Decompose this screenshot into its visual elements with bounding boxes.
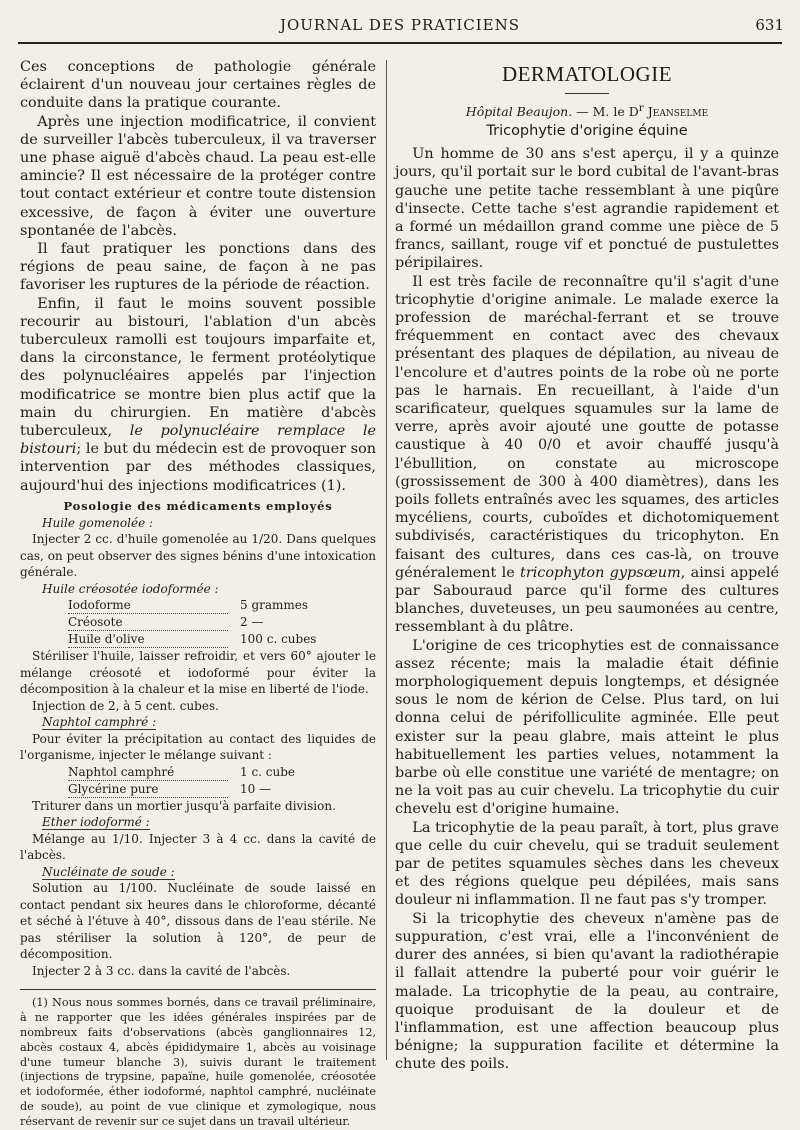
footnote-rule — [20, 989, 376, 990]
med-ether-name-text: Ether iodoformé : — [42, 815, 150, 830]
byline-sup: r — [638, 102, 644, 114]
med-nucleinate-text-1: Solution au 1/100. Nucléinate de soude laissé en contact pendant six heures dans le chloroforme, décanté et séché à l'étuve à 40°, dissous dans de l'eau stérile. Ne pas stériliser la solution à 120°, de peur de décomposition. — [20, 881, 376, 962]
left-column — [20, 58, 376, 1130]
left-paragraph-4 — [20, 295, 376, 495]
med-huile-creosotee-name: Huile créosotée iodoformée : — [42, 581, 219, 596]
right-paragraph-1: Un homme de 30 ans s'est aperçu, il y a quinze jours, qu'il portait sur le bord cubital de l'avant-bras gauche une petite tache ressemblant à une piqûre d'insecte. Cette tache s'est agrandie rapidement et a formé un médaillon grand comme une pièce de 5 francs, saillant, rouge vif et ponctué de pustulettes péripilaires. — [395, 146, 779, 272]
med-ether-text: Mélange au 1/10. Injecter 3 à 4 cc. dans la cavité de l'abcès. — [20, 831, 376, 863]
med-huile-creosotee-text-2: Injection de 2, à 5 cent. cubes. — [32, 698, 219, 713]
left-paragraph-1: Ces conceptions de pathologie générale éclairent d'un nouveau jour certaines règles de conduite dans la pratique courante. — [20, 59, 376, 112]
med-huile-creosotee-text-1: Stériliser l'huile, laisser refroidir, et vers 60° ajouter le mélange créosoté et iodoformé pour éviter la décomposition à la chaleur et la mise en liberté de l'iode. — [20, 649, 376, 697]
left-paragraph-4-italic: le polynucléaire remplace le bistouri — [20, 423, 377, 458]
section-rule — [565, 93, 609, 94]
right-column — [395, 58, 779, 1074]
column-divider — [386, 60, 387, 1060]
section-title: DERMATOLOGIE — [501, 62, 673, 86]
recipe-quantity: 5 grammes — [240, 598, 309, 613]
right-paragraph-2-b: , ainsi appelé par Sabouraud parce qu'il forme des cultures blanches, duveteuses, un peu saumonées au centre, ressemblant à du plâtre. — [395, 564, 779, 636]
right-paragraph-2-italic: tricophyton gypsœum — [520, 564, 681, 581]
recipe-row — [68, 631, 376, 648]
med-huile-gomenolee-name: Huile gomenolée : — [42, 515, 154, 530]
med-nucleinate-text-2: Injecter 2 à 3 cc. dans la cavité de l'abcès. — [32, 963, 291, 978]
recipe-ingredient: Naphtol camphré — [68, 764, 228, 781]
left-paragraph-2: Après une injection modificatrice, il convient de surveiller l'abcès tuberculeux, il va traverser une phase aiguë d'abcès chaud. La peau est-elle amincie? Il est nécessaire de la protéger contre tout contact extérieur et contre toute distension excessive, de façon à éviter une ouverture spontanée de l'abcès. — [20, 113, 376, 239]
right-paragraph-4: La tricophytie de la peau paraît, à tort, plus grave que celle du cuir chevelu, qui se traduit seulement par de petites squamules sèches dans les cheveux et des régions quelque peu dépilées, mais sans douleur ni inflammation. Il ne faut pas s'y tromper. — [395, 819, 779, 909]
med-nucleinate-name-text: Nucléinate de soude : — [42, 864, 175, 879]
med-ether-name — [42, 814, 376, 831]
recipe-row — [68, 597, 376, 614]
left-paragraph-4-b: ; le but du médecin est de provoquer son intervention par des méthodes classiques, aujourd'hui des injections modificatrices (1). — [20, 441, 376, 494]
byline-place: Hôpital Beaujon. — [465, 104, 573, 120]
right-paragraph-2 — [395, 273, 779, 637]
med-naphtol-text-2: Triturer dans un mortier jusqu'à parfaite division. — [32, 798, 336, 813]
left-paragraph-3: Il faut pratiquer les ponctions dans des régions de peau saine, de façon à ne pas favoriser les ruptures de la période de réaction. — [20, 241, 376, 294]
recipe-ingredient: Huile d'olive — [68, 631, 228, 648]
recipe-quantity: 100 c. cubes — [240, 632, 317, 647]
recipe-ingredient: Glycérine pure — [68, 781, 228, 798]
right-paragraph-5: Si la tricophytie des cheveux n'amène pas de suppuration, c'est vrai, elle a l'inconvénient de durer des années, si bien qu'avant la radiothérapie il fallait attendre la puberté pour voir guérir le malade. La tricophytie de la peau, au contraire, quoique produisant de la douleur et de l'inflammation, est une affection beaucoup plus bénigne; la suppuration facilite et détermine la chute des poils. — [395, 910, 779, 1073]
recipe-row — [68, 614, 376, 631]
footnote: (1) Nous nous sommes bornés, dans ce travail préliminaire, à ne rapporter que les idées générales inspirées par de nombreux faits d'observations (abcès ganglionnaires 12, abcès costaux 4, abcès épididymaire 1, abcès au voisinage d'une tumeur blanche 3), suivis durant le traitement (injections de trypsine, papaïne, huile gomenolée, créosotée et iodoformée, éther iodoformé, naphtol camphré, nucléinate de soude), au point de vue clinique et zymologique, nous réservant de revenir sur ce sujet dans un travail ultérieur. — [20, 996, 376, 1128]
recipe-quantity: 10 — — [240, 781, 272, 796]
recipe-quantity: 1 c. cube — [240, 764, 296, 779]
byline — [395, 102, 779, 119]
recipe-ingredient: Iodoforme — [68, 597, 228, 614]
page-number: 631 — [755, 16, 784, 34]
med-nucleinate-name — [42, 864, 376, 881]
med-naphtol-text-1: Pour éviter la précipitation au contact des liquides de l'organisme, injecter le mélange suivant : — [20, 731, 376, 763]
recipe-row — [68, 764, 376, 781]
left-paragraph-4-a: Enfin, il faut le moins souvent possible recourir au bistouri, l'ablation d'un abcès tuberculeux ramolli est toujours imparfaite et, dans la circonstance, le ferment protéolytique des polynucléaires appelés par l'injection modificatrice se montre bien plus actif que la main du chirurgien. En matière d'abcès tuberculeux, — [20, 295, 376, 440]
posologie-heading: Posologie des médicaments employés — [63, 498, 333, 513]
journal-title: JOURNAL DES PRATICIENS — [279, 16, 521, 34]
recipe-row — [68, 781, 376, 798]
page-header — [0, 16, 800, 40]
right-paragraph-3: L'origine de ces tricophyties est de connaissance assez récente; mais la maladie était définie morphologiquement depuis longtemps, et désignée sous le nom de kérion de Celse. Plus tard, on lui donna celui de périfolliculite agminée. Elle peut exister sur la peau glabre, mais atteint le plus habituellement les parties velues, notamment la barbe où elle constitue une variété de mentagre; on ne la voit pas au cuir chevelu. La tricophytie du cuir chevelu est d'origine humaine. — [395, 637, 779, 818]
byline-sep: — M. le D — [572, 104, 639, 120]
recipe-quantity: 2 — — [240, 615, 264, 630]
med-naphtol-name-text: Naphtol camphré : — [42, 715, 157, 730]
byline-name: Jeanselme — [643, 104, 709, 120]
recipe-ingredient: Créosote — [68, 614, 228, 631]
right-paragraph-2-a: Il est très facile de reconnaître qu'il s'agit d'une tricophytie d'origine animale. Le malade exerce la profession de maréchal-ferrant et se trouve fréquemment en contact avec des chevaux présentant des plaques de dépilation, au niveau de l'encolure et d'autres points de la robe où ne porte pas le harnais. En recueillant, à l'aide d'un scarificateur, quelques squamules sur la lame de verre, après avoir ajouté une goutte de potasse caustique à 40 0/0 et avoir chauffé jusqu'à l'ébullition, on constate au microscope (grossissement de 300 à 400 diamètres), dans les poils follets entraînés avec les squames, des articles mycéliens, courts, cuboïdes et dichotomiquement subdivisés, caractéristiques du tricophyton. En faisant des cultures, dans ces cas-là, on trouve généralement le — [395, 273, 779, 581]
header-rule — [18, 42, 782, 44]
article-subtitle: Tricophytie d'origine équine — [486, 123, 688, 140]
med-naphtol-name — [42, 714, 376, 731]
med-huile-gomenolee-text: Injecter 2 cc. d'huile gomenolée au 1/20. Dans quelques cas, on peut observer des signes bénins d'une intoxication générale. — [20, 532, 376, 580]
